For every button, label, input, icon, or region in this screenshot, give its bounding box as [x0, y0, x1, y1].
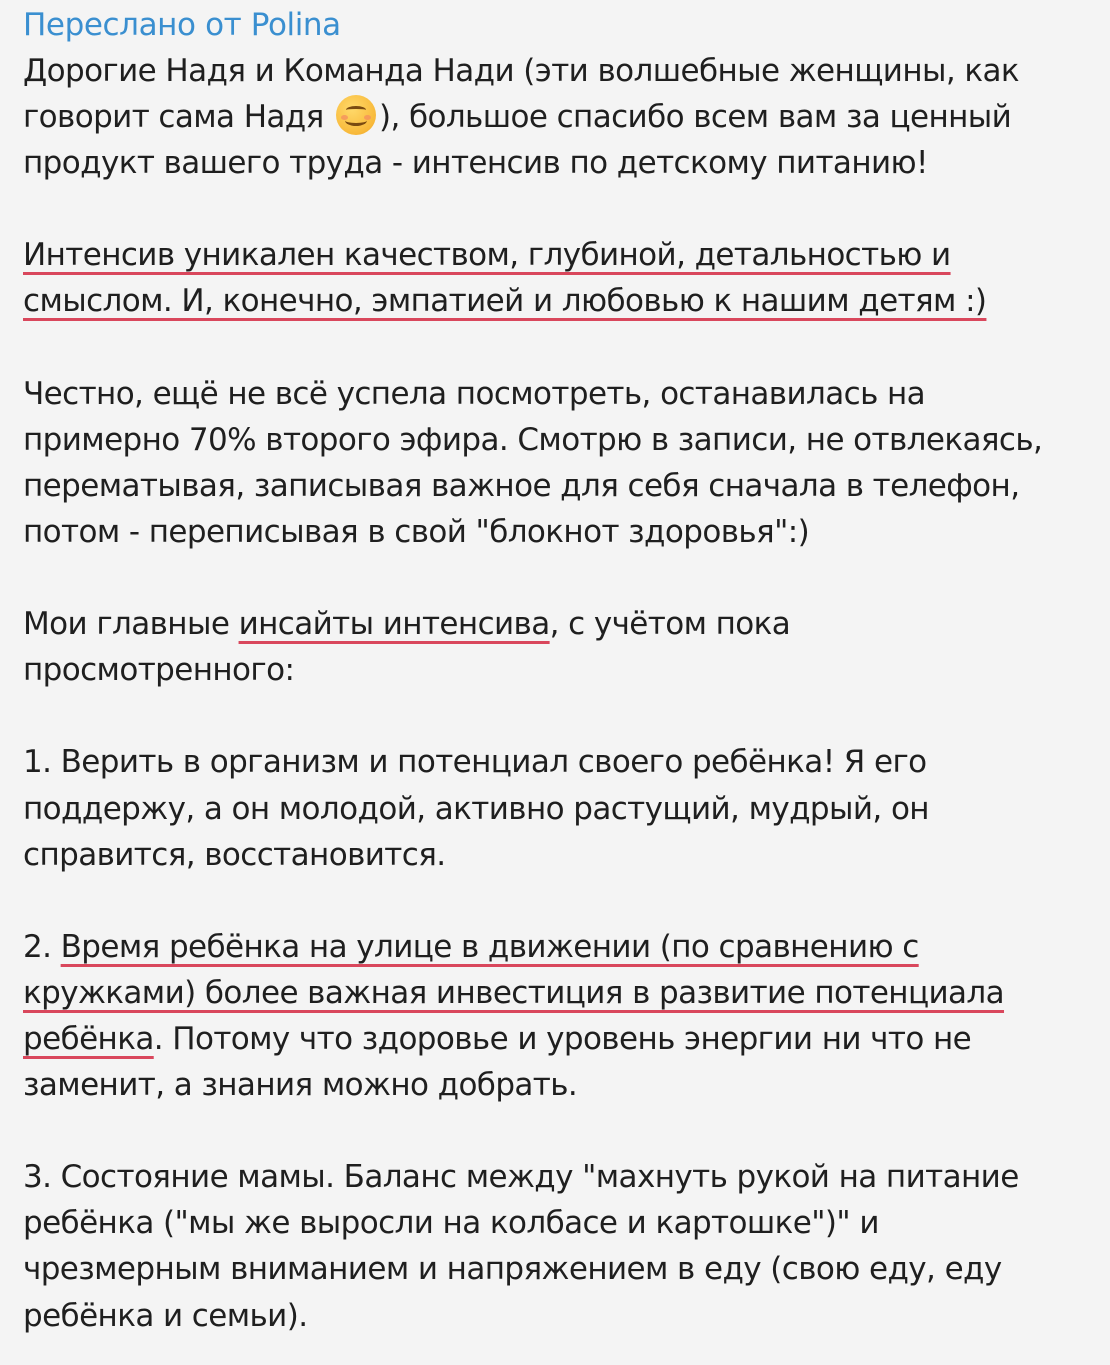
forwarded-from-link[interactable]: Переслано от Polina — [23, 7, 341, 43]
highlighted-text: Время ребёнка на улице в движении (по сравнению с — [60, 928, 919, 965]
smiling-face-icon — [336, 95, 376, 135]
text-fragment: Мои главные — [23, 606, 239, 643]
text-fragment: говорит сама Надя — [23, 99, 333, 136]
text-line — [23, 924, 1080, 970]
text-line: потом - переписывая в свой "блокнот здоровья":) — [23, 513, 810, 550]
highlighted-text: смыслом. И, конечно, эмпатией и любовью к нашим детям :) — [23, 283, 987, 320]
highlighted-text: кружками) более важная инвестиция в развитие потенциала — [23, 974, 1005, 1011]
text-line — [23, 1016, 1080, 1062]
text-line: ребёнка ("мы же выросли на колбасе и картошке")" и — [23, 1205, 879, 1242]
text-line: перематывая, записывая важное для себя сначала в телефон, — [23, 467, 1020, 504]
text-line — [23, 601, 1080, 647]
text-line: Честно, ещё не всё успела посмотреть, останавилась на — [23, 375, 926, 412]
text-line: примерно 70% второго эфира. Смотрю в записи, не отвлекаясь, — [23, 421, 1043, 458]
text-fragment: , с учётом пока — [549, 606, 791, 643]
text-line: заменит, а знания можно добрать. — [23, 1067, 578, 1104]
text-fragment: . Потому что здоровье и уровень энергии ни что не — [153, 1020, 972, 1057]
text-line: справится, восстановится. — [23, 836, 446, 873]
text-line — [23, 970, 1080, 1016]
text-line: 3. Состояние мамы. Баланс между "махнуть рукой на питание — [23, 1159, 1019, 1196]
text-fragment: ), большое спасибо всем вам за ценный — [378, 99, 1012, 136]
highlighted-text: ребёнка — [23, 1020, 154, 1057]
paragraph-insight-1 — [23, 739, 1080, 877]
paragraph-greeting — [23, 48, 1080, 186]
paragraph-insights-intro — [23, 601, 1080, 693]
paragraph-insight-3 — [23, 1154, 1080, 1338]
paragraph-insight-2 — [23, 924, 1080, 1108]
highlighted-text: Интенсив уникален качеством, глубиной, детальностью и — [23, 237, 951, 274]
highlighted-text: инсайты интенсива — [238, 606, 550, 643]
text-line — [23, 278, 1080, 324]
text-line: ребёнка и семьи). — [23, 1297, 308, 1334]
paragraph-highlight — [23, 232, 1080, 324]
text-line — [23, 232, 1080, 278]
text-line: чрезмерным вниманием и напряжением в еду (свою еду, еду — [23, 1251, 1002, 1288]
text-line: поддержу, а он молодой, активно растущий, мудрый, он — [23, 790, 929, 827]
text-line: просмотренного: — [23, 652, 295, 689]
text-line: продукт вашего труда - интенсив по детскому питанию! — [23, 145, 928, 182]
text-line: 1. Верить в организм и потенциал своего ребёнка! Я его — [23, 744, 927, 781]
text-fragment: 2. — [23, 928, 61, 965]
paragraph-progress — [23, 371, 1080, 555]
text-line: Дорогие Надя и Команда Нади (эти волшебные женщины, как — [23, 53, 1020, 89]
text-line — [23, 94, 1080, 140]
